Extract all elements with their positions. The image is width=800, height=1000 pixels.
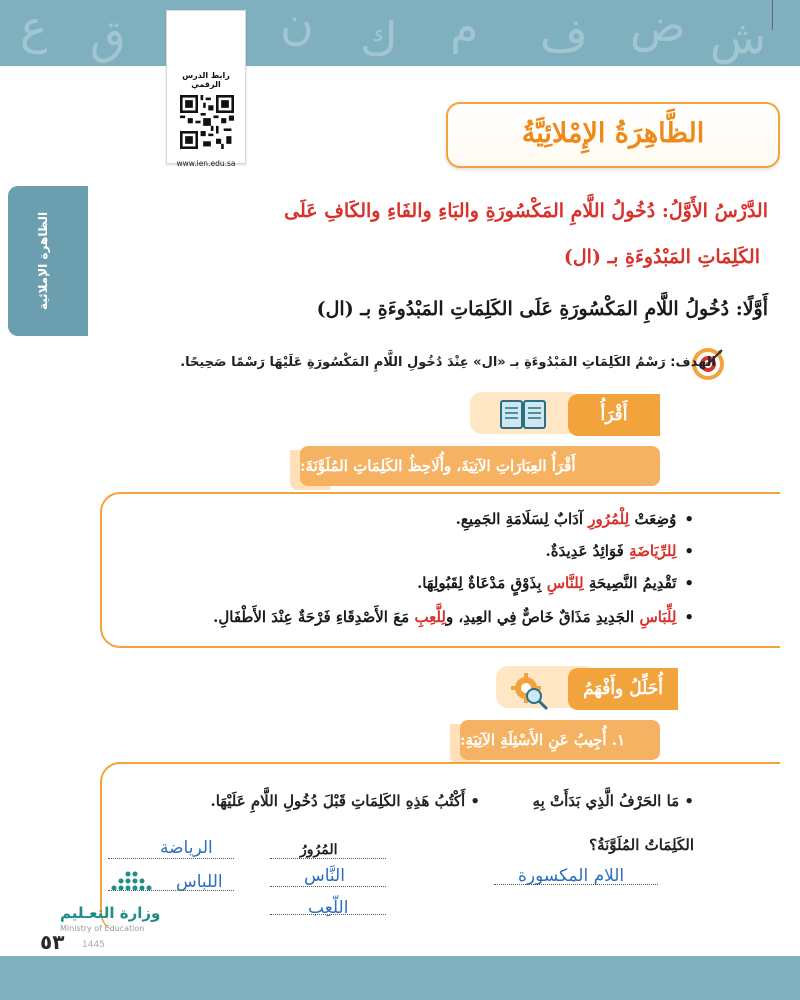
- qr-code-card[interactable]: [166, 10, 246, 168]
- answer-1-line[interactable]: [494, 884, 658, 885]
- highlighted-word: لِلِّبَاسِ: [639, 608, 677, 626]
- calligraphy-pattern: ع ق ن ك م ف ض ش: [20, 0, 767, 66]
- qr-caption: رابط الدرس الرقمي: [182, 71, 230, 89]
- crop-mark: [772, 0, 773, 30]
- sentence-2: •لِلرِّيَاضَةِ فَوَائِدُ عَدِيدَةٌ.: [545, 542, 694, 560]
- question-1-line2: الكَلِمَاتُ المُلَوَّنَةُ؟: [589, 836, 694, 854]
- answer-word-1[interactable]: الرياضة: [160, 838, 213, 858]
- answer-1[interactable]: اللام المكسورة: [518, 866, 625, 886]
- question-instruction-bar: ١. أُجِيبُ عَنِ الأَسْئِلَةِ الآتِيَةِ:: [460, 720, 660, 760]
- section-heading: أَوَّلًا: دُخُولُ اللَّامِ المَكْسُورَةِ عَلَى الكَلِمَاتِ المَبْدُوءَةِ بـ (ال): [316, 298, 768, 320]
- side-tab-label: الظاهرة الإملائية: [36, 211, 50, 311]
- edition-year: 1445: [82, 940, 105, 950]
- word-3-line[interactable]: [270, 914, 386, 915]
- lesson-title-line2: الكَلِمَاتِ المَبْدُوءَةِ بـ (ال): [563, 246, 760, 268]
- bottom-decorative-band: [0, 956, 800, 1000]
- ministry-name: وزارة التعـليم: [60, 904, 161, 922]
- word-3-handwritten[interactable]: اللّعِب: [308, 898, 349, 918]
- sentence-1: •وُضِعَتْ لِلْمُرُورِ آدَابٌ لِسَلَامَةِ الجَمِيعِ.: [455, 510, 694, 528]
- qr-url[interactable]: www.ien.edu.sa: [176, 159, 236, 168]
- goal-row: [180, 355, 716, 370]
- ministry-logo-icon: [104, 860, 172, 900]
- book-icon: [500, 398, 546, 430]
- top-decorative-band: [0, 0, 800, 66]
- question-1-line1: • مَا الحَرْفُ الَّذِي بَدَأَتْ بِهِ: [532, 792, 694, 810]
- title-box: [446, 102, 780, 168]
- sentence-4: •لِلِّبَاسِ الجَدِيدِ مَذَاقٌ خَاصٌّ فِي العِيدِ، ولِلَّعِبِ مَعَ الأَصْدِقَاءِ فَرْحَةٌ عِنْدَ الأَطْفَالِ.: [213, 608, 694, 626]
- highlighted-word: لِلنَّاسِ: [546, 574, 584, 592]
- read-instruction-bar: أَقْرَأُ العِبَارَاتِ الآتِيَةَ، وأُلَاحِظُ الكَلِمَاتِ المُلَوَّنَةَ:: [300, 446, 660, 486]
- page-title: الظَّاهِرَةُ الإِمْلائِيَّةُ: [521, 118, 705, 149]
- highlighted-word: لِلرِّيَاضَةِ: [629, 542, 677, 560]
- analyze-tab: أُحَلِّلُ وأَفْهَمُ: [568, 668, 678, 710]
- word-1-line[interactable]: [270, 858, 386, 859]
- page-number: ٥٣: [40, 930, 65, 954]
- lesson-title-line1: الدَّرْسُ الأَوَّلُ: دُخُولُ اللَّامِ المَكْسُورَةِ والبَاءِ والفَاءِ والكَافِ عَلَى: [284, 200, 768, 222]
- goal-label: الهدف:: [670, 355, 716, 370]
- read-tab: أَقْرَأُ: [568, 394, 660, 436]
- word-2-line[interactable]: [270, 886, 386, 887]
- highlighted-word: لِلْمُرُورِ: [588, 510, 630, 528]
- qr-code-icon[interactable]: [180, 95, 234, 149]
- answer-word-2[interactable]: اللباس: [176, 872, 223, 892]
- sentence-3: •تَقْدِيمُ النَّصِيحَةِ لِلنَّاسِ بِذَوْقٍ مَدْعَاةٌ لِقَبُولِهَا.: [417, 574, 694, 592]
- goal-text: رَسْمُ الكَلِمَاتِ المَبْدُوءَةِ بـ «ال» عِنْدَ دُخُولِ اللَّامِ المَكْسُورَةِ عَلَيْهَا رَسْمًا صَحِيحًا.: [180, 355, 666, 370]
- answer-word-1-line[interactable]: [108, 858, 234, 859]
- question-2: • أَكْتُبُ هَذِهِ الكَلِمَاتِ قَبْلَ دُخُولِ اللَّامِ عَلَيْهَا.: [210, 792, 480, 810]
- ministry-name-en: Ministry of Education: [60, 924, 145, 933]
- word-1: المُرُورُ: [300, 842, 338, 858]
- word-2-handwritten[interactable]: النَّاس: [304, 866, 345, 886]
- gear-magnifier-icon: [510, 672, 550, 712]
- highlighted-word: لِلَّعِبِ: [414, 608, 446, 626]
